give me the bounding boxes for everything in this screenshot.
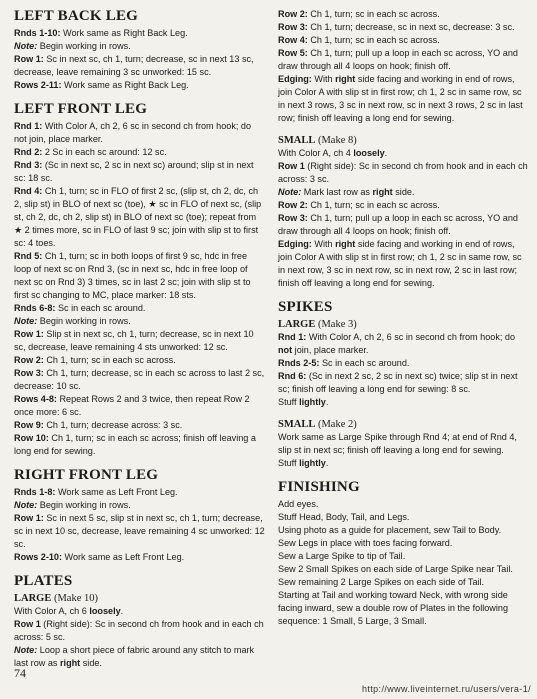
line-text: Sew a Large Spike to tip of Tail.	[278, 551, 406, 561]
line-text: Sew 2 Small Spikes on each side of Large Spike near Tail.	[278, 564, 513, 574]
line-text: Ch 1, turn; sc in each sc across.	[307, 200, 440, 210]
line-text: Work same as Right Back Leg.	[60, 28, 188, 38]
instruction-line	[278, 498, 530, 511]
line-note: Note:	[14, 41, 38, 51]
instruction-line	[14, 393, 266, 419]
line-text2: side facing and working in end of rows, join Color A with slip st in first row; ch 1, 2 sc in same row, sc in next row, 3 sc in next row, sc in next row, 2 sc in last row; finish off leaving a long end for sewing.	[278, 239, 522, 288]
line-text: Ch 1, turn; pull up a loop in each sc across, YO and draw through all 4 loops on hook; finish off.	[278, 213, 518, 236]
line-text: 2 Sc in each sc around: 12 sc.	[42, 147, 167, 157]
instruction-line	[14, 367, 266, 393]
line-bold-tail: lightly	[299, 458, 326, 468]
line-label: Rnd 1:	[278, 332, 307, 342]
instruction-line	[278, 331, 530, 357]
line-label: Rnds 1-8:	[14, 487, 56, 497]
line-label: Row 10:	[14, 433, 49, 443]
instruction-line	[278, 212, 530, 238]
section-small-plates	[278, 134, 530, 290]
instruction-line	[14, 250, 266, 302]
section-spikes	[278, 299, 530, 409]
instruction-line	[278, 186, 530, 199]
line-text: Ch 1, turn; sc in each sc across.	[307, 9, 440, 19]
line-text: Work same as Left Front Leg.	[62, 552, 185, 562]
line-text: Ch 1, turn; pull up a loop in each sc across, YO and draw through all 4 loops on hook; finish off.	[278, 48, 518, 71]
line-label: Rnd 6:	[278, 371, 307, 381]
section-title: SPIKES	[278, 299, 333, 315]
line-label: Row 1:	[14, 54, 44, 64]
section-title: LEFT BACK LEG	[14, 8, 139, 24]
line-label: Row 3:	[278, 213, 308, 223]
instruction-line	[278, 550, 530, 563]
line-text: Mark last row as	[301, 187, 373, 197]
line-label: Row 1:	[14, 513, 44, 523]
line-label: Row 2:	[278, 9, 308, 19]
line-label: Rnd 2:	[14, 147, 43, 157]
line-text2: side facing and working in end of rows, join Color A with slip st in first row; ch 1, 2 sc in same row, sc in next 3 rows, 3 sc in next row, sc in next 3 rows, 2 sc in last row; finish off leaving a long end for sewing.	[278, 74, 523, 123]
section-left-front-leg	[14, 101, 266, 458]
line-text: Sew Legs in place with toes facing forward.	[278, 538, 453, 548]
instruction-line	[14, 120, 266, 146]
section-small-spikes	[278, 418, 530, 470]
subsection-title: SMALL (Make 8)	[278, 135, 357, 146]
line-text: Repeat Rows 2 and 3 twice, then repeat Row 2 once more: 6 sc.	[14, 394, 250, 417]
line-label: Rnd 5:	[14, 251, 43, 261]
line-label: Row 1	[14, 619, 41, 629]
instruction-line	[278, 370, 530, 396]
instruction-line	[14, 605, 266, 618]
line-text: With Color A, ch 2, 6 sc in second ch from hook; do	[306, 332, 516, 342]
line-text: Ch 1, turn; sc in each sc across; finish off leaving a long end for sewing.	[14, 433, 256, 456]
line-text2: join, place marker.	[292, 345, 369, 355]
instruction-line	[14, 40, 266, 53]
line-end: .	[384, 148, 388, 158]
line-text: (Sc in next 2 sc, 2 sc in next sc) twice; slip st in next sc; finish off leaving a long end for sewing: 8 sc.	[278, 371, 518, 394]
line-text: (Right side): Sc in second ch from hook and in each ch across: 5 sc.	[14, 619, 264, 642]
subsection-title: SMALL (Make 2)	[278, 419, 357, 430]
line-label: Rnds 6-8:	[14, 303, 56, 313]
instruction-line	[14, 159, 266, 185]
line-text: Loop a short piece of fabric around any stitch to mark last row as	[14, 645, 255, 668]
instruction-line	[278, 511, 530, 524]
line-text: Slip st in next sc, ch 1, turn; decrease, sc in next 10 sc, decrease, leave remaining 4 sts unworked: 12 sc.	[14, 329, 254, 352]
line-label: Rows 2-10:	[14, 552, 63, 562]
line-bold-tail: loosely	[89, 606, 121, 616]
instruction-line	[14, 432, 266, 458]
instruction-line	[278, 8, 530, 21]
instruction-line	[14, 146, 266, 159]
line-text: Stuff	[278, 458, 300, 468]
instruction-line	[278, 524, 530, 537]
line-label: Edging:	[278, 239, 312, 249]
line-text: Sc in next 5 sc, slip st in next sc, ch 1, turn; decrease, sc in next 10 sc, decrease, leave remaining 4 sc unworked: 12 sc.	[14, 513, 265, 549]
line-text: Add eyes.	[278, 499, 319, 509]
section-title: LEFT FRONT LEG	[14, 101, 148, 117]
instruction-line	[14, 302, 266, 315]
line-text: Begin working in rows.	[37, 500, 131, 510]
instruction-line	[278, 47, 530, 73]
line-text: Begin working in rows.	[37, 41, 131, 51]
line-label: Rnd 4:	[14, 186, 43, 196]
line-label: Row 4:	[278, 35, 308, 45]
line-text: (Sc in next sc, 2 sc in next sc) around; slip st in next sc: 18 sc.	[14, 160, 254, 183]
line-bold-mid: not	[278, 345, 293, 355]
line-label: Rows 2-11:	[14, 80, 62, 90]
line-label: Row 1:	[14, 329, 44, 339]
line-text: Starting at Tail and working toward Neck, with wrong side facing inward, sew a double row of Plates in the following sequence: 1 Small, 5 Large, 3 Small.	[278, 590, 508, 626]
instruction-line	[14, 512, 266, 551]
instruction-line	[14, 27, 266, 40]
left-column	[14, 8, 266, 679]
instruction-line	[278, 34, 530, 47]
line-bold-tail: lightly	[299, 397, 326, 407]
line-note: Note:	[14, 645, 38, 655]
line-text: With Color A, ch 6	[14, 606, 90, 616]
line-label: Rows 4-8:	[14, 394, 57, 404]
instruction-line	[278, 238, 530, 290]
line-text: Ch 1, turn; decrease, sc in each sc across to last 2 sc, decrease: 10 sc.	[14, 368, 265, 391]
instruction-line	[14, 618, 266, 644]
instruction-line	[278, 396, 530, 409]
line-label: Edging:	[278, 74, 312, 84]
instruction-line	[14, 486, 266, 499]
section-right-front-leg	[14, 467, 266, 564]
line-text: Sew remaining 2 Large Spikes on each side of Tail.	[278, 577, 485, 587]
section-finishing	[278, 479, 530, 628]
line-text: Sc in each sc around.	[55, 303, 146, 313]
line-text: Ch 1, turn; sc in both loops of first 9 sc, hdc in free loop of next sc on Rnd 3, (sc in next sc, hdc in free loop of next sc on Rnd 3) 3 times, sc in last 2 sc; join with slip st to first sc changing to MC, place marker: 18 sts.	[14, 251, 251, 300]
section-title: FINISHING	[278, 479, 360, 495]
line-text: Ch 1, turn; decrease across: 3 sc.	[43, 420, 183, 430]
instruction-line	[278, 160, 530, 186]
line-note: Note:	[278, 187, 302, 197]
line-label: Rnds 1-10:	[14, 28, 61, 38]
line-end: .	[325, 397, 329, 407]
line-bold-tail: loosely	[353, 148, 385, 158]
line-text: Ch 1, turn; sc in FLO of first 2 sc, (slip st, ch 2, dc, ch 2, slip st) in BLO of next sc (toe), ★ sc in FLO of next sc, (slip st, ch 2, dc, ch 2, slip st) in BLO of next sc (toe); repeat from ★ 2 times more, sc in FLO of last 9 sc; join with slip st to first sc: 4 toes.	[14, 186, 262, 248]
line-note: Note:	[14, 316, 38, 326]
instruction-line	[278, 147, 530, 160]
instruction-line	[14, 328, 266, 354]
instruction-line	[14, 79, 266, 92]
instruction-line	[278, 199, 530, 212]
line-text: (Right side): Sc in second ch from hook and in each ch across: 3 sc.	[278, 161, 528, 184]
line-text: Using photo as a guide for placement, sew Tail to Body.	[278, 525, 502, 535]
instruction-line	[278, 431, 530, 457]
line-text: Ch 1, turn; sc in each sc across.	[43, 355, 176, 365]
line-label: Rnds 2-5:	[278, 358, 320, 368]
line-bold-mid: right	[335, 239, 356, 249]
instruction-line	[278, 357, 530, 370]
instruction-line	[14, 53, 266, 79]
line-label: Row 2:	[278, 200, 308, 210]
instruction-line	[278, 21, 530, 34]
section-plates-continued	[278, 8, 530, 125]
line-text: With Color A, ch 4	[278, 148, 354, 158]
instruction-line	[14, 551, 266, 564]
subsection-title: LARGE (Make 3)	[278, 319, 357, 330]
page-number: 74	[14, 666, 26, 680]
line-text: With	[311, 74, 336, 84]
line-text: Work same as Right Back Leg.	[61, 80, 189, 90]
instruction-line	[278, 73, 530, 125]
instruction-line	[278, 589, 530, 628]
instruction-line	[14, 499, 266, 512]
line-label: Row 2:	[14, 355, 44, 365]
line-end: .	[120, 606, 124, 616]
line-text: With Color A, ch 2, 6 sc in second ch from hook; do not join, place marker.	[14, 121, 252, 144]
line-text: Begin working in rows.	[37, 316, 131, 326]
line-label: Row 3:	[14, 368, 44, 378]
instruction-line	[14, 354, 266, 367]
line-end: .	[325, 458, 329, 468]
section-plates	[14, 573, 266, 670]
right-column	[278, 8, 530, 637]
instruction-line	[14, 644, 266, 670]
section-title: RIGHT FRONT LEG	[14, 467, 159, 483]
line-text: With	[311, 239, 336, 249]
instruction-line	[278, 537, 530, 550]
line-text: Ch 1, turn; sc in each sc across.	[307, 35, 440, 45]
line-label: Row 3:	[278, 22, 308, 32]
line-bold-tail: right	[60, 658, 81, 668]
instruction-line	[14, 185, 266, 250]
line-label: Row 1	[278, 161, 305, 171]
line-text: Work same as Left Front Leg.	[55, 487, 178, 497]
line-note: Note:	[14, 500, 38, 510]
subsection-title: LARGE (Make 10)	[14, 593, 98, 604]
line-end: side.	[392, 187, 415, 197]
section-left-back-leg	[14, 8, 266, 92]
instruction-line	[278, 576, 530, 589]
line-label: Rnd 1:	[14, 121, 43, 131]
instruction-line	[278, 563, 530, 576]
watermark-url: http://www.liveinternet.ru/users/vera-1/	[361, 684, 531, 694]
instruction-line	[14, 419, 266, 432]
instruction-line	[14, 315, 266, 328]
line-text: Sc in next sc, ch 1, turn; decrease, sc in next 13 sc, decrease, leave remaining 3 sc unworked: 15 sc.	[14, 54, 254, 77]
line-end: side.	[80, 658, 102, 668]
instruction-line	[278, 457, 530, 470]
line-label: Row 5:	[278, 48, 308, 58]
section-title: PLATES	[14, 573, 73, 589]
line-bold-tail: right	[372, 187, 393, 197]
line-text: Work same as Large Spike through Rnd 4; at end of Rnd 4, slip st in next sc; finish off leaving a long end for sewing.	[278, 432, 517, 455]
line-bold-mid: right	[335, 74, 356, 84]
line-text: Sc in each sc around.	[319, 358, 410, 368]
line-label: Row 9:	[14, 420, 44, 430]
line-text: Stuff	[278, 397, 300, 407]
line-label: Rnd 3:	[14, 160, 43, 170]
line-text: Ch 1, turn; decrease, sc in next sc, decrease: 3 sc.	[307, 22, 515, 32]
line-text: Stuff Head, Body, Tail, and Legs.	[278, 512, 410, 522]
